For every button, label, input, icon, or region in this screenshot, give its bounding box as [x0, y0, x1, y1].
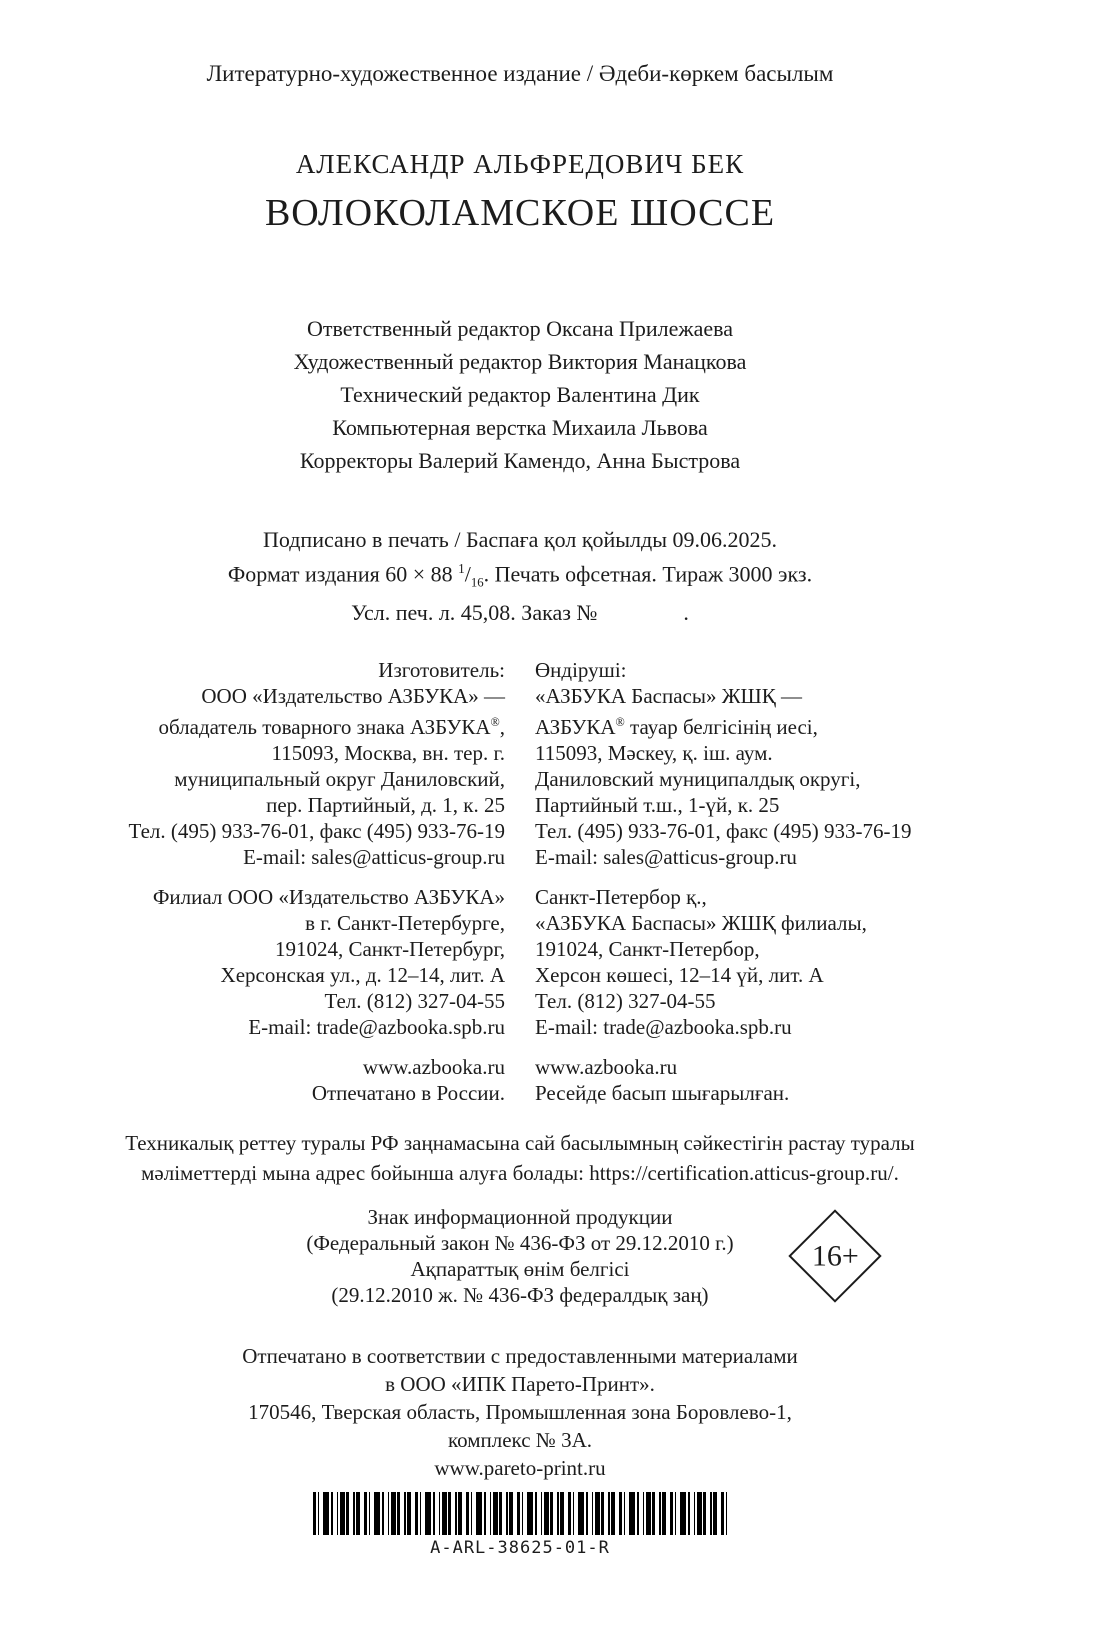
text-line: пер. Партийный, д. 1, к. 25 [266, 792, 505, 817]
text-line: (Федеральный закон № 436-ФЗ от 29.12.2010 г.) [306, 1230, 734, 1255]
text-line: Корректоры Валерий Камендо, Анна Быстрова [299, 448, 741, 473]
text-line: Технический редактор Валентина Дик [340, 382, 700, 407]
text-line: муниципальный округ Даниловский, [174, 766, 505, 791]
text-line: Художественный редактор Виктория Манацкова [293, 349, 747, 374]
fraction-numerator: 1 [458, 561, 465, 576]
imprint-columns [100, 657, 940, 1106]
text-line: Ресейде басып шығарылған. [535, 1080, 790, 1105]
format-line [100, 554, 940, 598]
text-line: Тел. (812) 327-04-55 [324, 988, 505, 1013]
registered-trademark-symbol: ® [490, 714, 500, 729]
text-line: Тел. (495) 933-76-01, факс (495) 933-76-19 [535, 818, 912, 843]
text-line: Тел. (495) 933-76-01, факс (495) 933-76-19 [128, 818, 505, 843]
barcode-image [313, 1492, 728, 1535]
certification-notice [100, 1128, 940, 1188]
text-line: 191024, Санкт-Петербург, [274, 936, 505, 961]
website-block-ru [100, 1054, 505, 1106]
text-line: мәліметтерді мына адрес бойынша алуға болады: https://certification.atticus-group.ru/. [141, 1160, 899, 1185]
author-name: АЛЕКСАНДР АЛЬФРЕДОВИЧ БЕК [295, 149, 745, 179]
barcode-label: A-ARL-38625-01-R [430, 1537, 610, 1558]
text-line: комплекс № 3А. [447, 1427, 593, 1452]
order-period: . [683, 599, 689, 625]
imprint-kazakh-column [535, 657, 940, 1106]
text-line: Херсонская ул., д. 12–14, лит. А [220, 962, 505, 987]
book-title: ВОЛОКОЛАМСКОЕ ШОССЕ [264, 192, 776, 234]
fraction-denominator: 16 [470, 575, 484, 590]
text-line: Техникалық реттеу туралы РФ заңнамасына сай басылымның сәйкестігін растау туралы [125, 1130, 915, 1155]
order-number-line [100, 598, 940, 627]
text-line: 191024, Санкт-Петербор, [535, 936, 760, 961]
editorial-credits [100, 312, 940, 477]
format-text-post: . Печать офсетная. Тираж 3000 экз. [483, 561, 813, 587]
text-line: E-mail: sales@atticus-group.ru [243, 844, 505, 869]
text-line: ООО «Издательство АЗБУКА» — [201, 683, 505, 708]
press-run-info [100, 525, 940, 627]
barcode-block [100, 1492, 940, 1558]
text-line: E-mail: sales@atticus-group.ru [535, 844, 797, 869]
text-line: Отпечатано в соответствии с предоставленными материалами [242, 1343, 798, 1368]
text-line: в г. Санкт-Петербурге, [305, 910, 505, 935]
text-line: Санкт-Петербор қ., [535, 884, 707, 909]
text-line: www.azbooka.ru [362, 1054, 505, 1079]
text-line: «АЗБУКА Баспасы» ЖШҚ филиалы, [535, 910, 867, 935]
text-line: «АЗБУКА Баспасы» ЖШҚ — [535, 683, 802, 708]
branch-block-kz [535, 884, 940, 1040]
text-line: www.azbooka.ru [535, 1054, 678, 1079]
text-line: Херсон көшесі, 12–14 үй, лит. А [535, 962, 824, 987]
text-line: Тел. (812) 327-04-55 [535, 988, 716, 1013]
text-line: Компьютерная верстка Михаила Львова [332, 415, 708, 440]
order-text: Усл. печ. л. 45,08. Заказ № [351, 599, 598, 625]
text-line: Партийный т.ш., 1-үй, к. 25 [535, 792, 780, 817]
age-rating-value: 16+ [811, 1238, 859, 1272]
text-line: 115093, Москва, вн. тер. г. [271, 740, 505, 765]
fraction-slash: / [464, 561, 471, 587]
imprint-russian-column [100, 657, 505, 1106]
text-line: Ақпараттық өнім белгісі [410, 1256, 630, 1281]
text-line: АЗБУКА® тауар белгісінің иесі, [535, 714, 818, 739]
text-line: 170546, Тверская область, Промышленная зона Боровлево-1, [248, 1399, 792, 1424]
manufacturer-block-kz [535, 657, 940, 870]
text-line: Филиал ООО «Издательство АЗБУКА» [152, 884, 505, 909]
signed-to-print-line: Подписано в печать / Баспаға қол қойылды 09.06.2025. [262, 527, 778, 552]
text-line: (29.12.2010 ж. № 436-ФЗ федералдық заң) [331, 1282, 709, 1307]
text-line: Отпечатано в России. [311, 1080, 505, 1105]
text-line: в ООО «ИПК Парето-Принт». [385, 1371, 655, 1396]
manufacturer-block-ru [100, 657, 505, 870]
printing-house-info [100, 1342, 940, 1482]
website-block-kz [535, 1054, 940, 1106]
text-line: Өндіруші: [535, 657, 627, 682]
text-line: E-mail: trade@azbooka.spb.ru [535, 1014, 792, 1039]
text-line: обладатель товарного знака АЗБУКА®, [158, 714, 505, 739]
age-rating-section [100, 1204, 940, 1308]
branch-block-ru [100, 884, 505, 1040]
text-line: Ответственный редактор Оксана Прилежаева [307, 316, 733, 341]
text-line: Изготовитель: [378, 657, 505, 682]
text-line: E-mail: trade@azbooka.spb.ru [248, 1014, 505, 1039]
text-line: Знак информационной продукции [367, 1204, 673, 1229]
text-line: www.pareto-print.ru [434, 1455, 606, 1480]
page-content [100, 0, 940, 1558]
text-line: 115093, Мәскеу, қ. іш. аум. [535, 740, 773, 765]
edition-type-line: Литературно-художественное издание / Әдеби-көркем басылым [206, 61, 834, 86]
text-line: Даниловский муниципалдық округі, [535, 766, 861, 791]
registered-trademark-symbol: ® [615, 714, 625, 729]
format-text-pre: Формат издания 60 × 88 [227, 561, 459, 587]
